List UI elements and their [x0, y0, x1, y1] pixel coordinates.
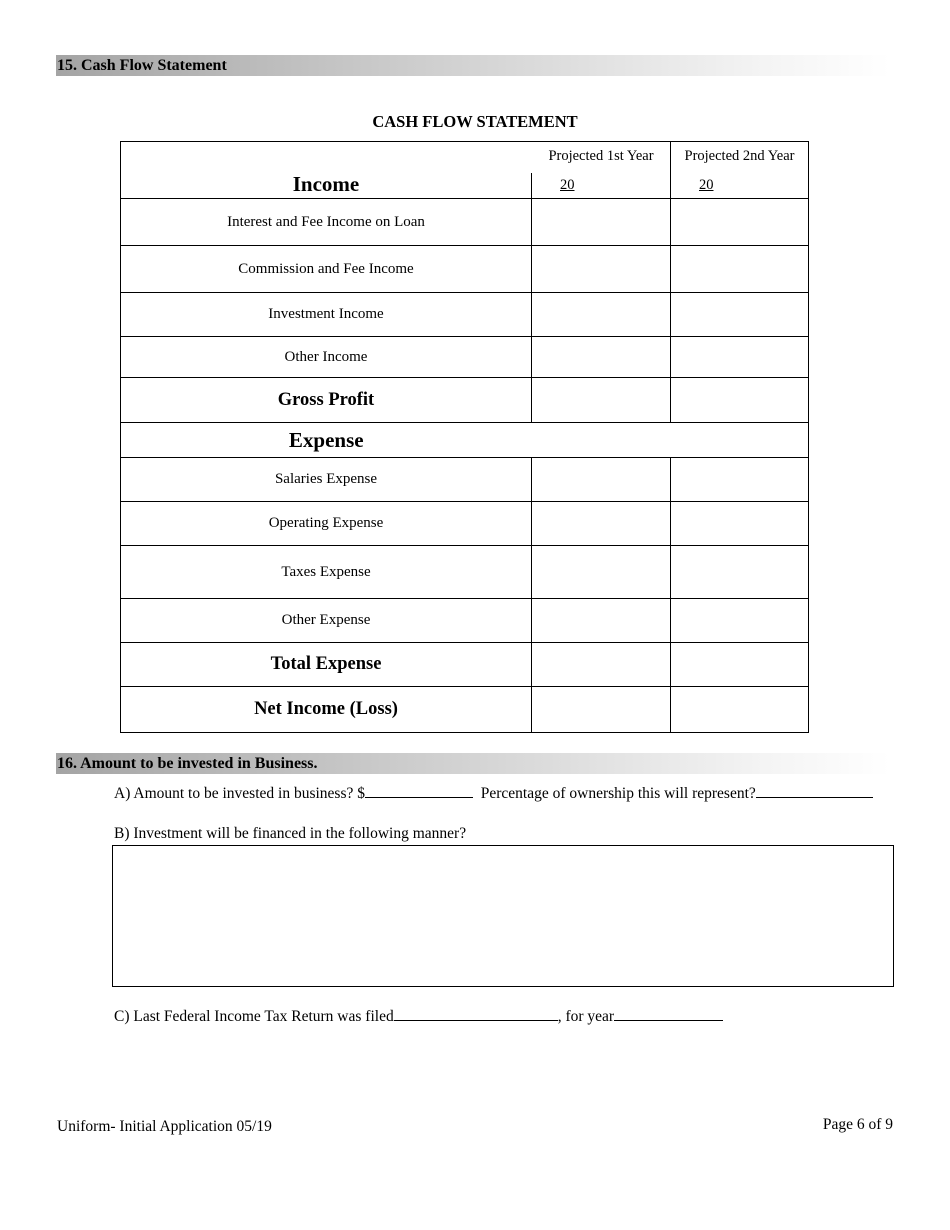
financing-manner-textarea[interactable]	[112, 845, 894, 987]
question-a	[114, 783, 873, 803]
question-b-label: B) Investment will be financed in the following manner?	[114, 825, 467, 842]
value-cell-year-2[interactable]	[671, 643, 809, 687]
row-label: Operating Expense	[121, 502, 532, 546]
value-cell-year-2[interactable]	[671, 378, 809, 423]
value-cell-year-1[interactable]	[532, 687, 671, 733]
col-header-label: Projected 2nd Year	[684, 148, 795, 164]
cash-flow-table	[120, 141, 809, 733]
table-row	[121, 199, 809, 246]
col-header-year-field[interactable]: 20	[560, 177, 575, 193]
value-cell-year-1[interactable]	[532, 337, 671, 378]
value-cell-year-1[interactable]	[532, 199, 671, 246]
gross-profit-label: Gross Profit	[121, 378, 532, 423]
ownership-percentage-label: Percentage of ownership this will represent?	[480, 785, 756, 802]
value-cell-year-1[interactable]	[532, 502, 671, 546]
row-label: Salaries Expense	[121, 458, 532, 502]
net-income-row	[121, 687, 809, 733]
net-income-label: Net Income (Loss)	[121, 687, 532, 733]
expense-heading: Expense	[121, 423, 532, 458]
value-cell-year-1[interactable]	[532, 246, 671, 293]
section-15-header: 15. Cash Flow Statement	[56, 55, 890, 76]
for-year-label: , for year	[557, 1008, 615, 1025]
table-row	[121, 546, 809, 599]
row-label: Interest and Fee Income on Loan	[121, 199, 532, 246]
question-c	[114, 1006, 723, 1026]
value-cell-year-2[interactable]	[671, 458, 809, 502]
value-cell-year-2[interactable]	[671, 502, 809, 546]
expense-heading-blank	[532, 423, 809, 458]
value-cell-year-1[interactable]	[532, 293, 671, 337]
question-a-label: A) Amount to be invested in business? $	[114, 785, 365, 802]
table-row	[121, 599, 809, 643]
gross-profit-row	[121, 378, 809, 423]
footer-page-number: Page 6 of 9	[822, 1116, 893, 1133]
value-cell-year-2[interactable]	[671, 599, 809, 643]
col-header-year-2	[671, 142, 809, 199]
value-cell-year-1[interactable]	[532, 546, 671, 599]
value-cell-year-2[interactable]	[671, 246, 809, 293]
tax-year-field[interactable]	[614, 1006, 723, 1021]
value-cell-year-1[interactable]	[532, 643, 671, 687]
row-label: Investment Income	[121, 293, 532, 337]
col-header-year-field[interactable]: 20	[699, 177, 714, 193]
table-row	[121, 337, 809, 378]
value-cell-year-2[interactable]	[671, 546, 809, 599]
income-heading: Income	[121, 142, 532, 199]
row-label: Commission and Fee Income	[121, 246, 532, 293]
table-row	[121, 293, 809, 337]
table-row	[121, 502, 809, 546]
value-cell-year-2[interactable]	[671, 293, 809, 337]
tax-return-filed-field[interactable]	[394, 1006, 558, 1021]
col-header-label: Projected 1st Year	[548, 148, 654, 164]
cash-flow-title: CASH FLOW STATEMENT	[372, 112, 578, 131]
col-header-year-1	[532, 142, 671, 199]
question-c-label: C) Last Federal Income Tax Return was filed	[114, 1008, 394, 1025]
row-label: Taxes Expense	[121, 546, 532, 599]
total-expense-row	[121, 643, 809, 687]
value-cell-year-2[interactable]	[671, 687, 809, 733]
value-cell-year-1[interactable]	[532, 599, 671, 643]
value-cell-year-1[interactable]	[532, 378, 671, 423]
expense-heading-row	[121, 423, 809, 458]
ownership-percentage-field[interactable]	[756, 783, 873, 798]
table-row	[121, 458, 809, 502]
table-row	[121, 246, 809, 293]
row-label: Other Expense	[121, 599, 532, 643]
amount-invested-field[interactable]	[365, 783, 473, 798]
total-expense-label: Total Expense	[121, 643, 532, 687]
row-label: Other Income	[121, 337, 532, 378]
value-cell-year-1[interactable]	[532, 458, 671, 502]
value-cell-year-2[interactable]	[671, 199, 809, 246]
footer-form-name: Uniform- Initial Application 05/19	[57, 1118, 272, 1135]
section-16-header: 16. Amount to be invested in Business.	[56, 753, 890, 774]
value-cell-year-2[interactable]	[671, 337, 809, 378]
